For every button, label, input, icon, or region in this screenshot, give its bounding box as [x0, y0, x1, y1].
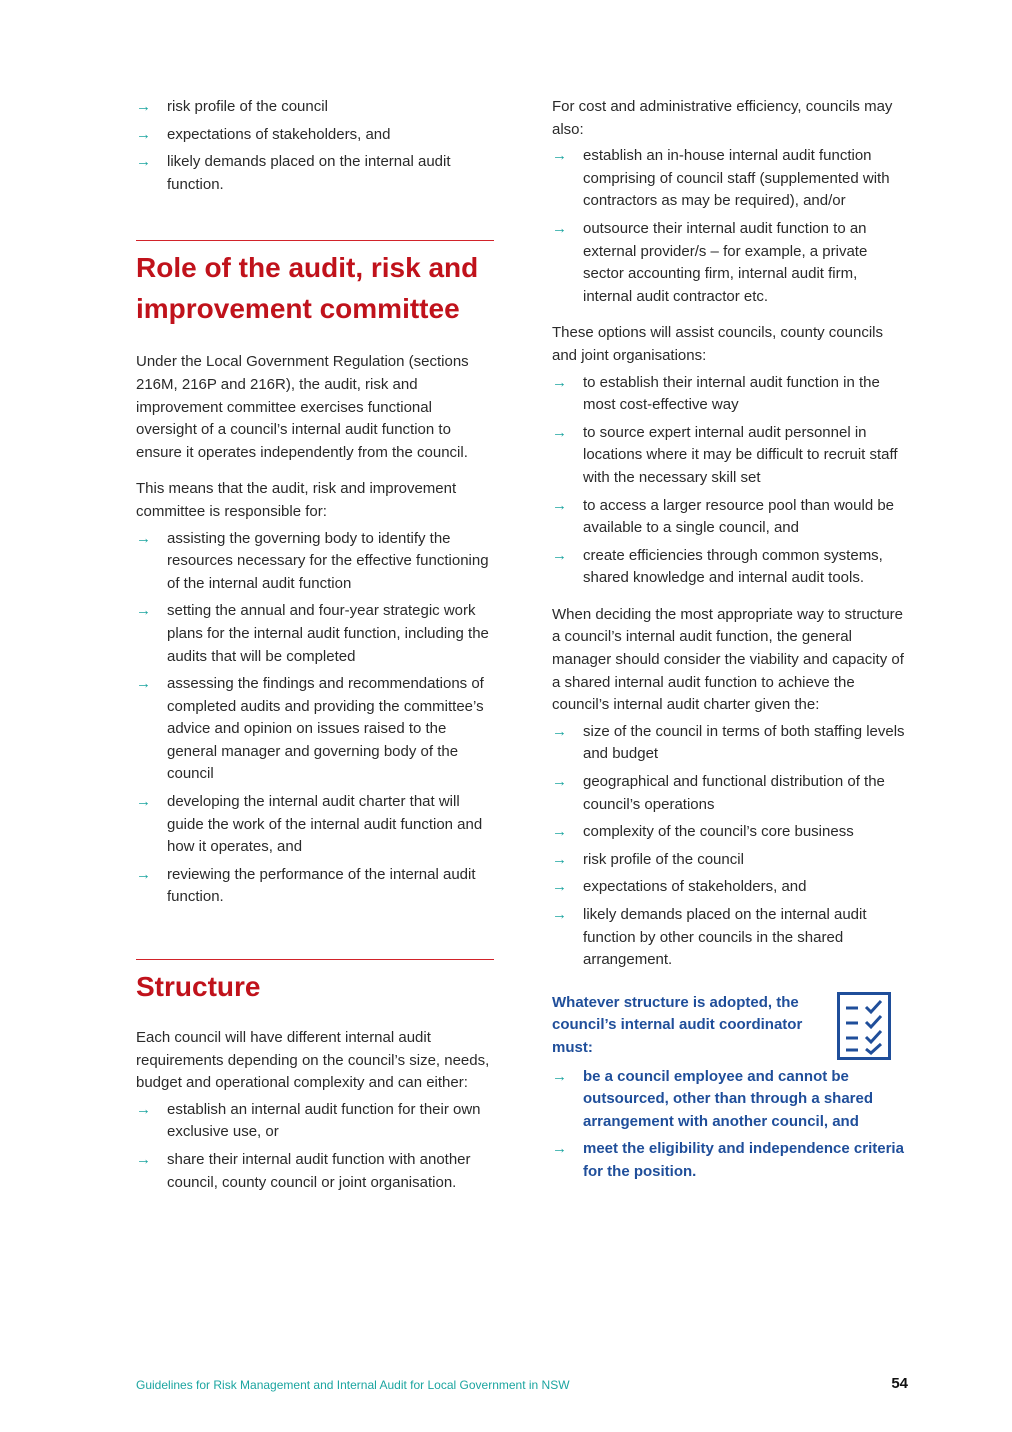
list-item: → risk profile of the council	[552, 849, 908, 872]
arrow-right-icon: →	[136, 1100, 151, 1118]
section-divider	[136, 240, 494, 241]
arrow-right-icon: →	[552, 496, 567, 514]
section-divider	[136, 959, 494, 960]
structure-heading: Structure	[136, 971, 261, 1003]
callout-bullet-list	[552, 1066, 908, 1184]
right-bullet-list-1	[552, 145, 908, 308]
arrow-right-icon: →	[136, 865, 151, 883]
list-item: → assessing the findings and recommendations of completed audits and providing the committee’s advice and opinion on issues raised to the general manager and governing body of the council	[136, 675, 484, 783]
list-item: → complexity of the council’s core business	[552, 821, 908, 844]
role-paragraph-2: This means that the audit, risk and improvement committee is responsible for:	[136, 480, 457, 520]
arrow-right-icon: →	[552, 878, 567, 896]
right-bullet-list-2	[552, 372, 908, 590]
list-item: → be a council employee and cannot be outsourced, other than through a shared arrangement with another council, and	[552, 1067, 874, 1130]
list-item: → create efficiencies through common systems, shared knowledge and internal audit tools.	[552, 546, 883, 587]
left-column	[136, 96, 494, 1208]
list-item: → likely demands placed on the internal audit function.	[136, 153, 451, 193]
arrow-right-icon: →	[552, 219, 567, 237]
arrow-right-icon: →	[552, 373, 567, 391]
list-item: → expectations of stakeholders, and	[136, 124, 494, 147]
intro-bullet-list	[136, 96, 494, 196]
callout-title: Whatever structure is adopted, the council’s internal audit coordinator must:	[552, 993, 803, 1056]
list-item: → risk profile of the council	[136, 96, 494, 119]
list-item: → outsource their internal audit function to an external provider/s – for example, a private sector accounting firm, internal audit firm, internal audit contractor etc.	[552, 219, 868, 305]
footer-title: Guidelines for Risk Management and Internal Audit for Local Government in NSW	[136, 1378, 570, 1392]
list-item: → share their internal audit function with another council, county council or joint organisation.	[136, 1151, 471, 1191]
arrow-right-icon: →	[136, 153, 151, 171]
list-item: → meet the eligibility and independence criteria for the position.	[552, 1140, 904, 1180]
right-paragraph-1: For cost and administrative efficiency, councils may also:	[552, 98, 893, 138]
arrow-right-icon: →	[552, 722, 567, 740]
arrow-right-icon: →	[552, 906, 567, 923]
arrow-right-icon: →	[552, 850, 567, 868]
list-item: → assisting the governing body to identify the resources necessary for the effective functioning of the internal audit function	[136, 529, 489, 592]
list-item: → size of the council in terms of both staffing levels and budget	[552, 722, 905, 763]
right-bullet-list-3	[552, 721, 908, 972]
right-paragraph-3: When deciding the most appropriate way to structure a council’s internal audit function, the general manager should consider the viability and capacity of a shared internal audit function to achieve the council’s internal audit charter given the:	[552, 605, 904, 714]
page-number: 54	[891, 1375, 908, 1392]
list-item: → establish an internal audit function for their own exclusive use, or	[136, 1100, 481, 1141]
role-paragraph-1: Under the Local Government Regulation (sections 216M, 216P and 216R), the audit, risk and improvement committee exercises functional oversight of a council’s internal audit function to ensure it operates independently from the council.	[136, 353, 469, 461]
arrow-right-icon: →	[552, 546, 567, 564]
arrow-right-icon: →	[136, 98, 151, 115]
arrow-right-icon: →	[136, 793, 151, 811]
structure-bullet-list	[136, 1099, 494, 1194]
arrow-right-icon: →	[552, 423, 567, 441]
arrow-right-icon: →	[552, 147, 567, 165]
arrow-right-icon: →	[552, 1140, 567, 1158]
list-item: → reviewing the performance of the internal audit function.	[136, 865, 476, 906]
list-item: → to establish their internal audit function in the most cost-effective way	[552, 373, 880, 414]
right-column	[552, 96, 908, 1198]
arrow-right-icon: →	[136, 675, 151, 693]
arrow-right-icon: →	[136, 529, 151, 547]
arrow-right-icon: →	[136, 125, 151, 143]
arrow-right-icon: →	[552, 773, 567, 791]
list-item: → to source expert internal audit personnel in locations where it may be difficult to recruit staff with the necessary skill set	[552, 423, 898, 486]
list-item: → geographical and functional distribution of the council’s operations	[552, 773, 885, 813]
arrow-right-icon: →	[552, 1067, 567, 1085]
arrow-right-icon: →	[136, 1151, 151, 1168]
callout-box	[552, 992, 908, 1184]
list-item: → developing the internal audit charter that will guide the work of the internal audit function and how it operates, and	[136, 793, 483, 856]
role-bullet-list	[136, 528, 494, 910]
arrow-right-icon: →	[136, 602, 151, 620]
list-item: → likely demands placed on the internal audit function by other councils in the shared arrangement.	[552, 906, 867, 969]
checklist-icon	[837, 992, 891, 1060]
list-item: → establish an in-house internal audit function comprising of council staff (supplemented with contractors as may be required), and/or	[552, 147, 890, 210]
arrow-right-icon: →	[552, 823, 567, 841]
right-paragraph-2: These options will assist councils, county councils and joint organisations:	[552, 324, 883, 364]
list-item: → expectations of stakeholders, and	[552, 876, 908, 899]
list-item: → to access a larger resource pool than would be available to a single council, and	[552, 496, 895, 537]
role-heading: Role of the audit, risk and improvement committee	[136, 252, 479, 325]
list-item: → setting the annual and four-year strategic work plans for the internal audit function, including the audits that will be completed	[136, 602, 489, 665]
structure-paragraph: Each council will have different internal audit requirements depending on the council’s size, needs, budget and operational complexity and can either:	[136, 1029, 490, 1092]
